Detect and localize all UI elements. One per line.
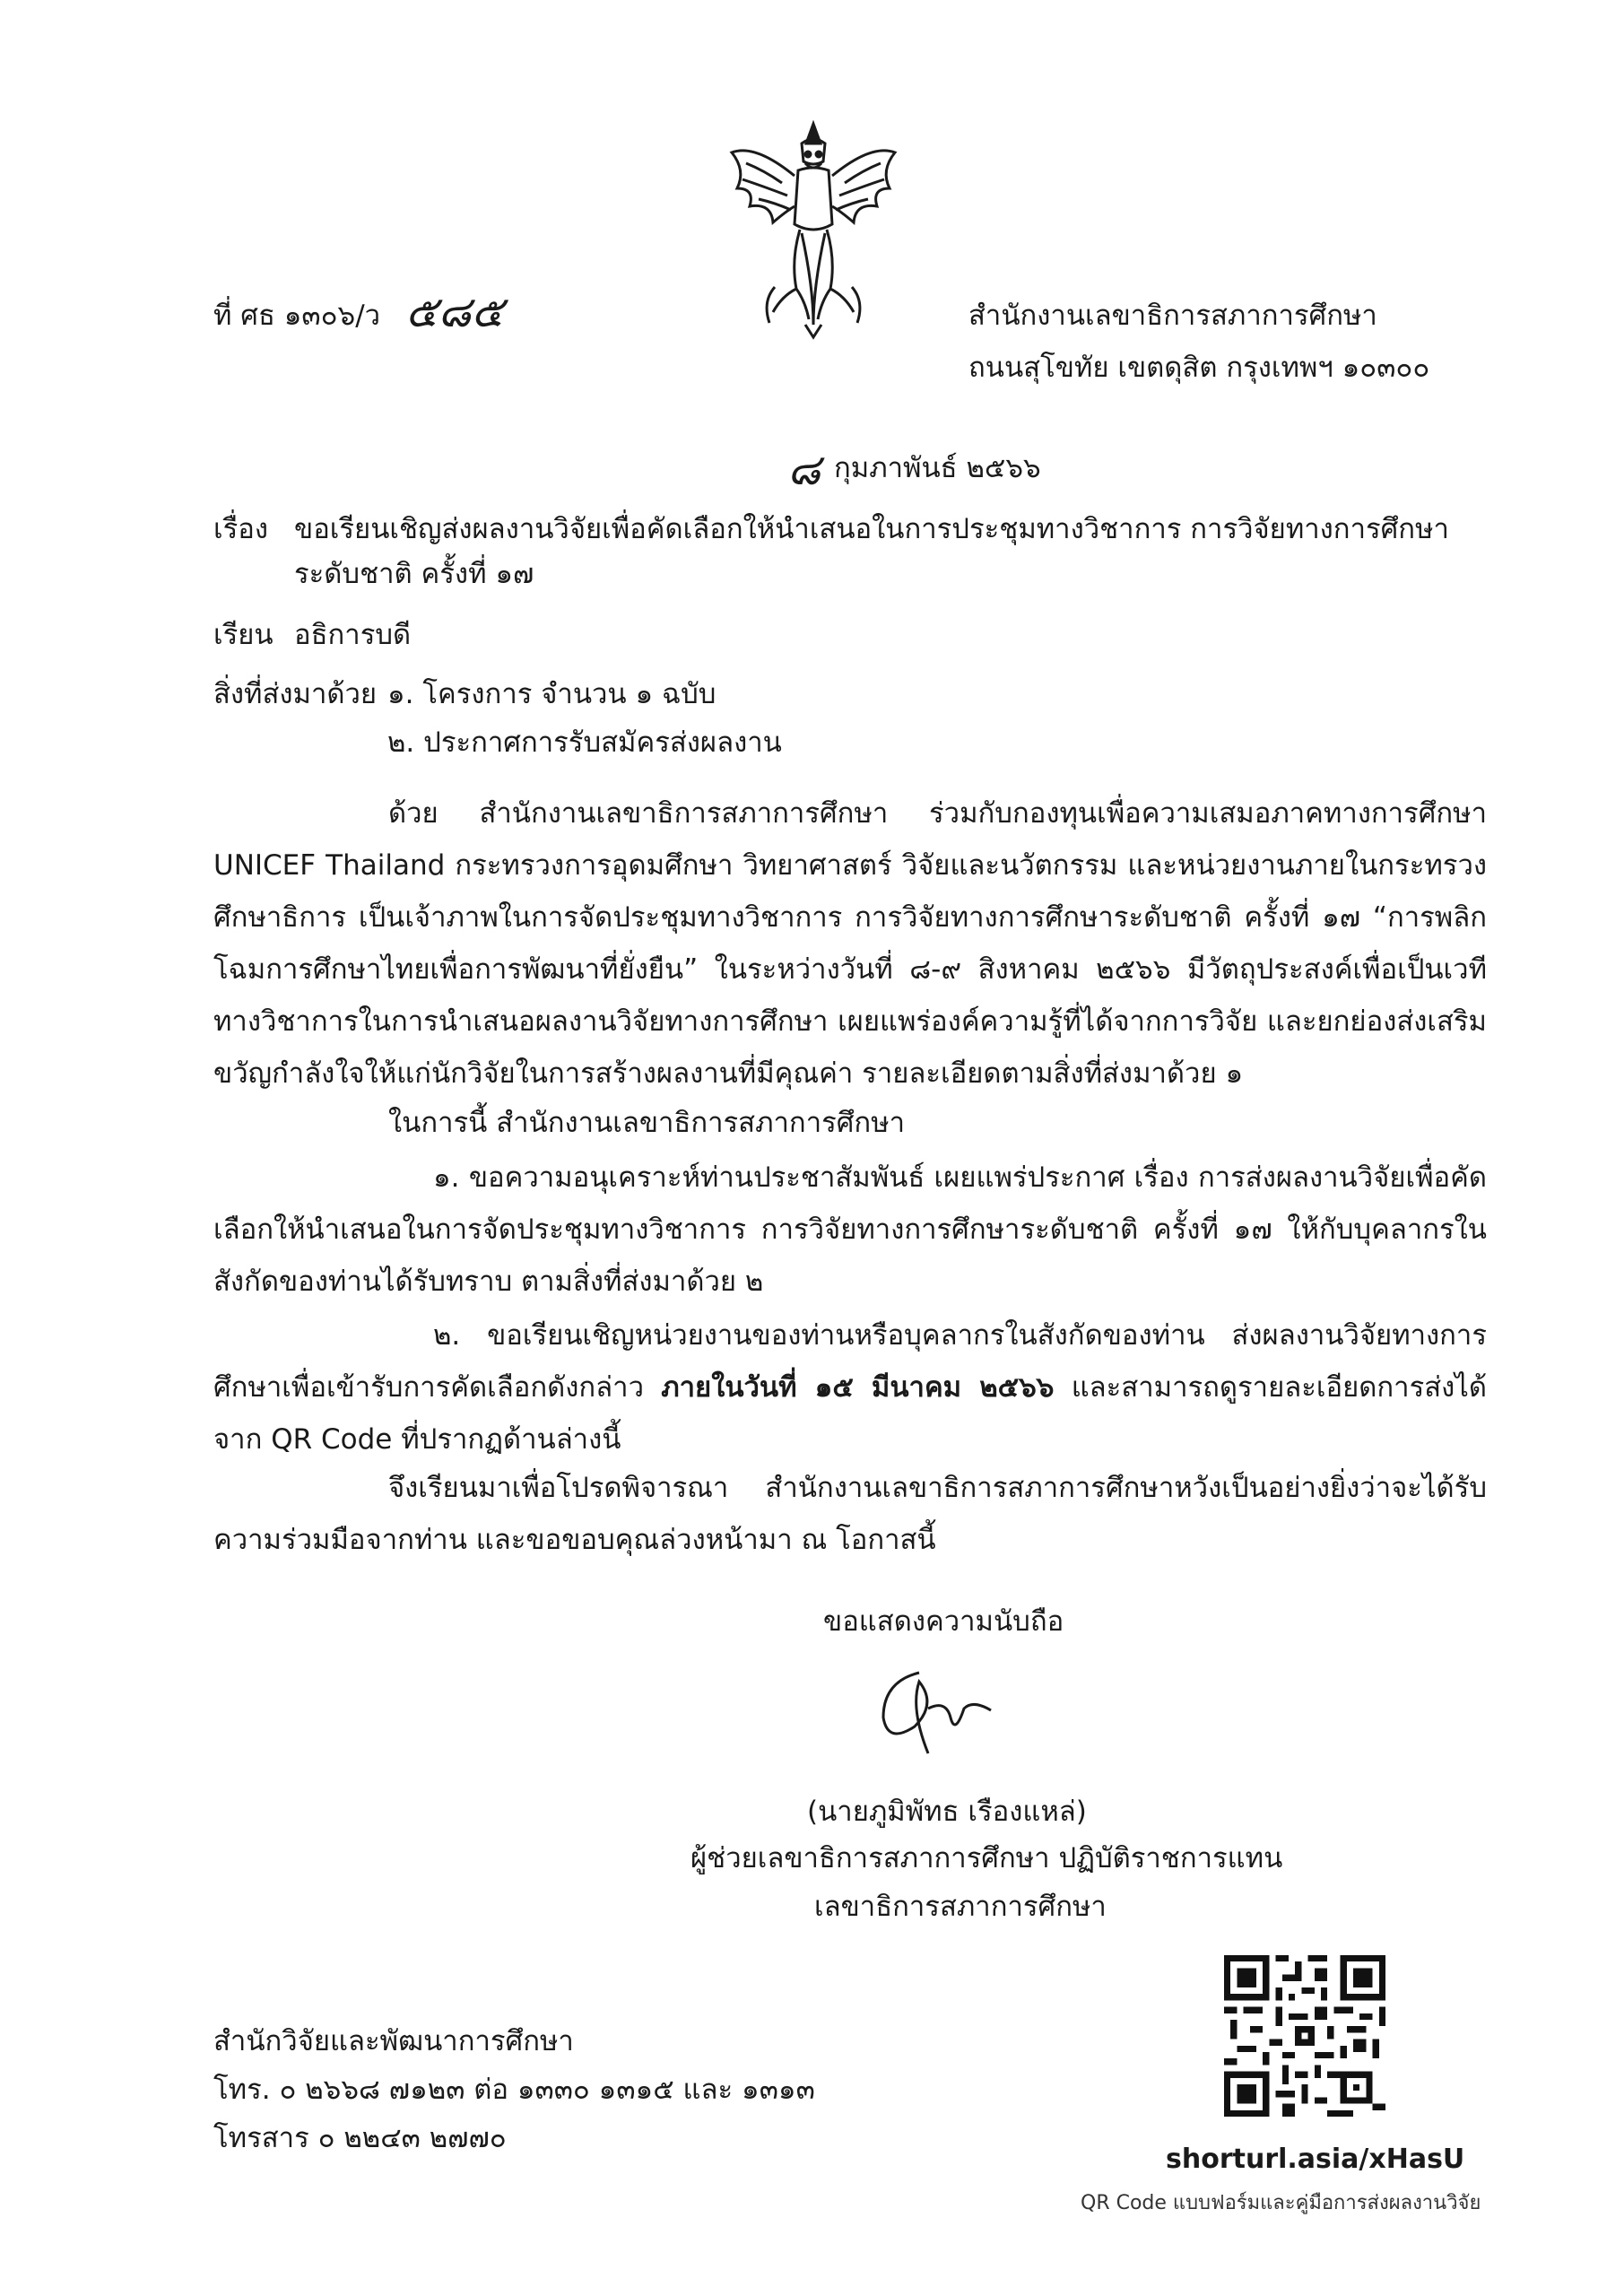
footer-department: สำนักวิจัยและพัฒนาการศึกษา — [213, 2025, 574, 2057]
qr-caption: QR Code แบบฟอร์มและคู่มือการส่งผลงานวิจัย — [1081, 2192, 1481, 2214]
subject-line-2: ระดับชาติ ครั้งที่ ๑๗ — [294, 558, 534, 590]
enclosure-item-2: ๒. ประกาศการรับสมัครส่งผลงาน — [387, 726, 782, 759]
body-paragraph-1 — [213, 787, 1487, 1100]
body-item-1-text: ๑. ขอความอนุเคราะห์ท่านประชาสัมพันธ์ เผยแพร่ประกาศ เรื่อง การส่งผลงานวิจัยเพื่อคัดเลือกให้นำเสนอในการจัดประชุมทางวิชาการ การวิจัยทางการศึกษาระดับชาติ ครั้งที่ ๑๗ ให้กับบุคลากรในสังกัดของท่านได้รับทราบ ตามสิ่งที่ส่งมาด้วย ๒ — [213, 1161, 1487, 1298]
signatory-name: (นายภูมิพัทธ เรืองแหล่) — [807, 1796, 1087, 1828]
footer-phone: โทร. ๐ ๒๖๖๘ ๗๑๒๓ ต่อ ๑๓๓๐ ๑๓๑๕ และ ๑๓๑๓ — [213, 2074, 815, 2106]
body-paragraph-2-intro: ในการนี้ สำนักงานเลขาธิการสภาการศึกษา — [388, 1107, 906, 1139]
body-item-1 — [213, 1152, 1487, 1308]
closing-paragraph-text: จึงเรียนมาเพื่อโปรดพิจารณา สำนักงานเลขาธิการสภาการศึกษาหวังเป็นอย่างยิ่งว่าจะได้รับความร่วมมือจากท่าน และขอขอบคุณล่วงหน้ามา ณ โอกาสนี้ — [213, 1472, 1487, 1556]
body-item-2 — [213, 1309, 1487, 1465]
to-value: อธิการบดี — [294, 619, 412, 651]
letter-date: กุมภาพันธ์ ๒๕๖๖ — [834, 452, 1041, 484]
subject-line-1: ขอเรียนเชิญส่งผลงานวิจัยเพื่อคัดเลือกให้นำเสนอในการประชุมทางวิชาการ การวิจัยทางการศึกษา — [294, 513, 1449, 545]
body-item-2-deadline: ภายในวันที่ ๑๕ มีนาคม ๒๕๖๖ — [661, 1371, 1055, 1404]
footer-fax: โทรสาร ๐ ๒๒๔๓ ๒๗๗๐ — [213, 2122, 507, 2154]
office-name: สำนักงานเลขาธิการสภาการศึกษา — [968, 300, 1377, 332]
reference-label: ที่ ศธ ๑๓๐๖/ว — [213, 300, 381, 332]
closing-paragraph — [213, 1462, 1487, 1566]
body-paragraph-1-text: ด้วย สำนักงานเลขาธิการสภาการศึกษา ร่วมกับกองทุนเพื่อความเสมอภาคทางการศึกษา UNICEF Thailand กระทรวงการอุดมศึกษา วิทยาศาสตร์ วิจัยและนวัตกรรม และหน่วยงานภายในกระทรวงศึกษาธิการ เป็นเจ้าภาพในการจัดประชุมทางวิชาการ การวิจัยทางการศึกษาระดับชาติ ครั้งที่ ๑๗ “การพลิกโฉมการศึกษาไทยเพื่อการพัฒนาที่ยั่งยืน” ในระหว่างวันที่ ๘-๙ สิงหาคม ๒๕๖๖ มีวัตถุประสงค์เพื่อเป็นเวทีทางวิชาการในการนำเสนอผลงานวิจัยทางการศึกษา เผยแพร่องค์ความรู้ที่ได้จากการวิจัย และยกย่องส่งเสริมขวัญกำลังใจให้แก่นักวิจัยในการสร้างผลงานที่มีคุณค่า รายละเอียดตามสิ่งที่ส่งมาด้วย ๑ — [213, 797, 1487, 1090]
office-address: ถนนสุโขทัย เขตดุสิต กรุงเทพฯ ๑๐๓๐๐ — [968, 352, 1430, 384]
short-url[interactable]: shorturl.asia/xHasU — [1166, 2144, 1465, 2175]
enclosure-item-1: ๑. โครงการ จำนวน ๑ ฉบับ — [387, 678, 716, 710]
garuda-emblem-icon — [719, 117, 908, 341]
body-item-2-text-b: และสามารถดูรายละเอียดการส่งได้จาก QR Code ที่ปรากฏด้านล่างนี้ — [213, 1371, 1488, 1456]
enclosures-label: สิ่งที่ส่งมาด้วย — [213, 678, 378, 710]
qr-code-icon — [1224, 1955, 1385, 2117]
date-day-handwritten: ๘ — [787, 445, 821, 495]
signatory-position-1: ผู้ช่วยเลขาธิการสภาการศึกษา ปฏิบัติราชการแทน — [690, 1842, 1283, 1874]
signatory-position-2: เลขาธิการสภาการศึกษา — [814, 1891, 1107, 1923]
body-item-2-text-a: ๒. ขอเรียนเชิญหน่วยงานของท่านหรือบุคลากรในสังกัดของท่าน ส่งผลงานวิจัยทางการศึกษาเพื่อเข้ารับการคัดเลือกดังกล่าว — [213, 1319, 1487, 1404]
signature-regards: ขอแสดงความนับถือ — [823, 1605, 1064, 1638]
subject-label: เรื่อง — [213, 513, 269, 545]
handwritten-signature — [865, 1655, 1018, 1771]
reference-number-handwritten: ๕๘๕ — [405, 287, 504, 337]
to-label: เรียน — [213, 619, 274, 651]
